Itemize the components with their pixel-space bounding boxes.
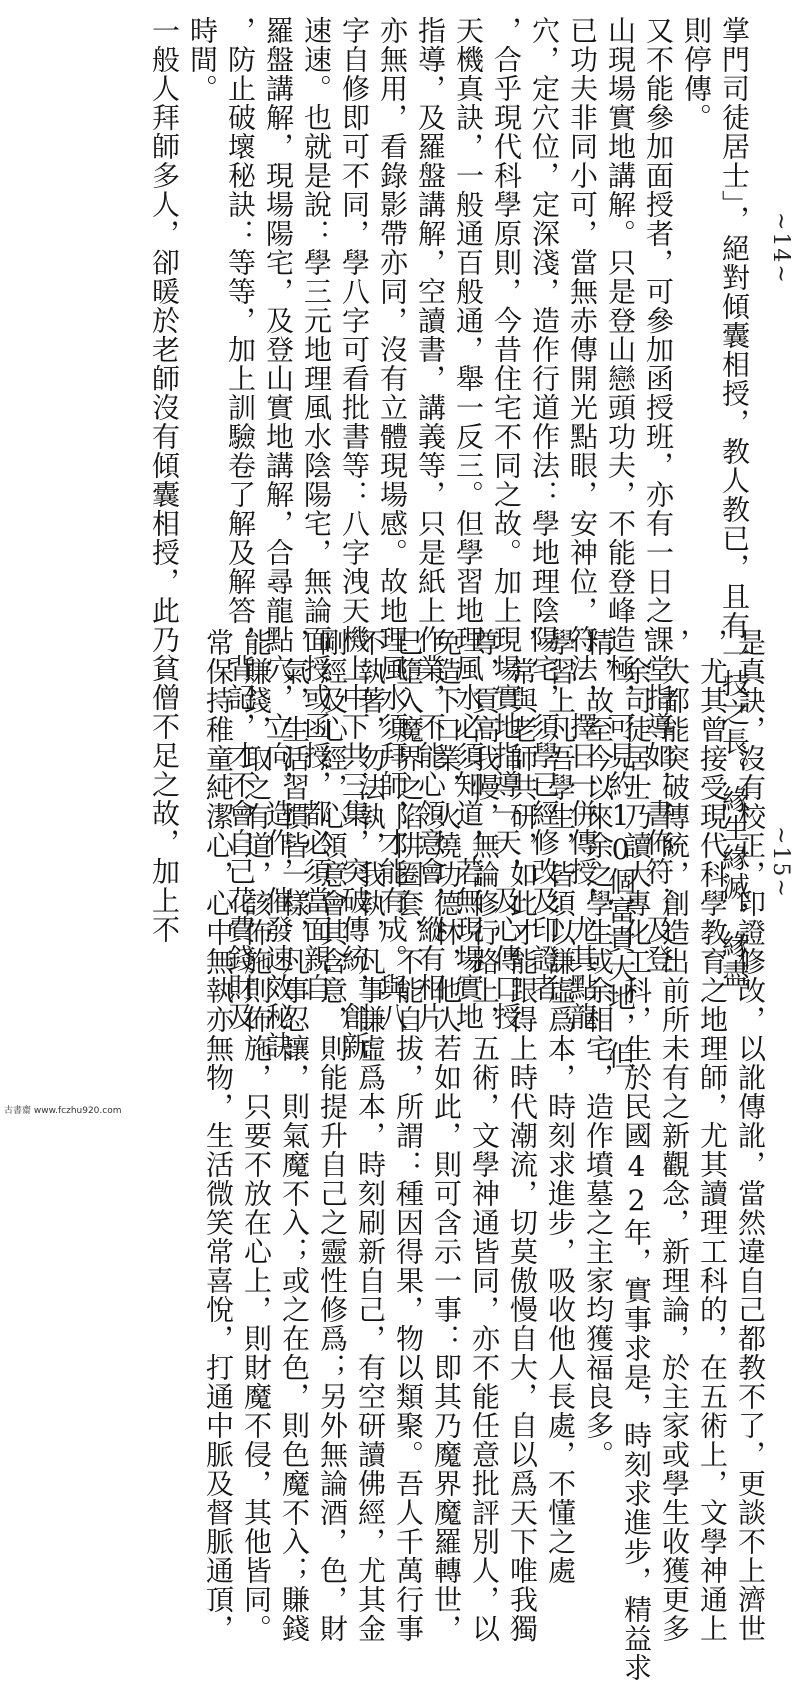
text-column: 一般人拜師多人，卻暖於老師沒有傾囊相授，此乃貧僧不足之故，加上不 <box>148 16 181 944</box>
site-watermark: 古書齋 www.fczhu920.com <box>4 1106 122 1116</box>
text-column: 則停傳。 <box>680 16 713 132</box>
text-column: 掌門司徒居士」，絕對傾囊相授，教人教已，且有一技之長。緣生緣滅，緣盡 <box>718 16 751 988</box>
page-number-14: ~14~ <box>768 212 793 285</box>
text-column: 又不能參加面授者，可參加函授班，亦有一日之課堂指導如：書佈符：及登 <box>642 16 675 973</box>
text-column: 已功夫非同小可，當無赤傳開光點眼，安神位，符法，擇日一併傳授，尤其點龍 <box>566 16 599 1031</box>
text-column: 不執著，勿法執，我執，凡事謙虛爲本，時刻刷新自己，有空研讀佛經，尤其金 <box>354 628 387 1643</box>
text-column: ，大都能突破傳統，創造出前所未有之新觀念，新理論，於主家或學生收獲更多 <box>658 628 691 1643</box>
text-column: ，尤其曾接受現代科學教育之地理師，尤其讀理工科的，在五術上，文學神通上 <box>696 628 729 1643</box>
text-column: 速速。也就是說：學三元地理風水陰陽宅，無論面授或函授，都必須當面親自 <box>300 16 333 1002</box>
text-column: 免造下口業，火燒功德林，他人若如此，則可含示一事：即其乃魔界魔羅轉世， <box>430 628 463 1643</box>
text-column: ，氣，生活習慣皆一樣，凡事忍讓，則氣魔不入；或之在色，則色魔不入；賺錢 <box>278 628 311 1643</box>
text-column: ，余司徒居士乃讀大專化工科，生於民國42年，實事求是，時刻求進步，精益求 <box>620 628 653 1682</box>
page-number-15: ~15~ <box>768 826 793 899</box>
text-column: 學習上凡吾學生，皆須以謙虛爲本，時刻求進步，吸收他人長處，不懂之處 <box>544 628 577 1585</box>
text-column: 常保持稚童純潔心，心中無執亦無物，生活微笑常喜悅，打通中脈及督脈通頂， <box>202 628 235 1643</box>
text-column: 羅盤講解，現場陽宅，及登山實地講解，合尋龍點穴，立向，造作，催發速效秘訣 <box>262 16 295 1060</box>
page-15-text-block <box>44 628 769 1682</box>
text-column: 時間。 <box>186 16 219 103</box>
text-column: 穴，定穴位，定深淺，造作行道作法：學地理陰陽宅，須學已經修改及印證者 <box>528 16 561 1002</box>
text-column: 能賺錢，取之有道，該佈施則佈施，只要不放在心上，則財魔不侵，其他皆同。 <box>240 628 273 1643</box>
text-column: 已墮入魔界之陷阱圈套，不能自拔，所謂：種因得果，物以類聚。吾人千萬行事 <box>392 628 425 1643</box>
text-column: 尊，貢高我慢，無論修行路上，五術，文學神通皆同，亦不能任意批評別人，以 <box>468 628 501 1643</box>
text-column: 是真訣，沒有校正，印證修改，以訛傳訛，當然違自己都教不了，更談不上濟世 <box>734 628 767 1643</box>
text-column: 山現場實地講解。只是登山戀頭功夫，不能登峰造極，可見約10個富貴大地，但 <box>604 16 637 1070</box>
text-column: ，防止破壞秘訣：等等，加上訓驗卷了解及解答，背記，才不會自己花費錢財及 <box>224 16 257 1031</box>
text-column: 亦無用，看錄影帶亦同，沒有立體現場感。故地理風水須拜師，才能有成。與八 <box>376 16 409 1031</box>
text-column: ，合乎現代科學原則，今昔住宅不同之故。加上現場實地指導一天，及心傳口授 <box>490 16 523 1031</box>
text-column: ，常與老師共研，如此才能跟得上時代潮流，切莫傲慢自大，自以爲天下唯我獨 <box>506 628 539 1643</box>
text-column: 字自修即可不同，學八字可看批書等：八字洩天機上中下共三集，突破傳統，創新 <box>338 16 371 1060</box>
text-column: 剛經及心經，心領意會其含意，則能提升自己之靈性修爲；另外無論酒，色，財 <box>316 628 349 1643</box>
text-column: 天機真訣，一般通百般通，舉一反三。但學習地理風水必須知道，若無現場實地 <box>452 16 485 1031</box>
text-column: 精，故至今以來余之學生或余相宅，造作墳墓之主家均獲福良多。 <box>582 628 615 1469</box>
text-column: 指導，及羅盤講解，空讀書，講義等，只是紙上作業，不能心領意會，縱有相片 <box>414 16 447 1031</box>
